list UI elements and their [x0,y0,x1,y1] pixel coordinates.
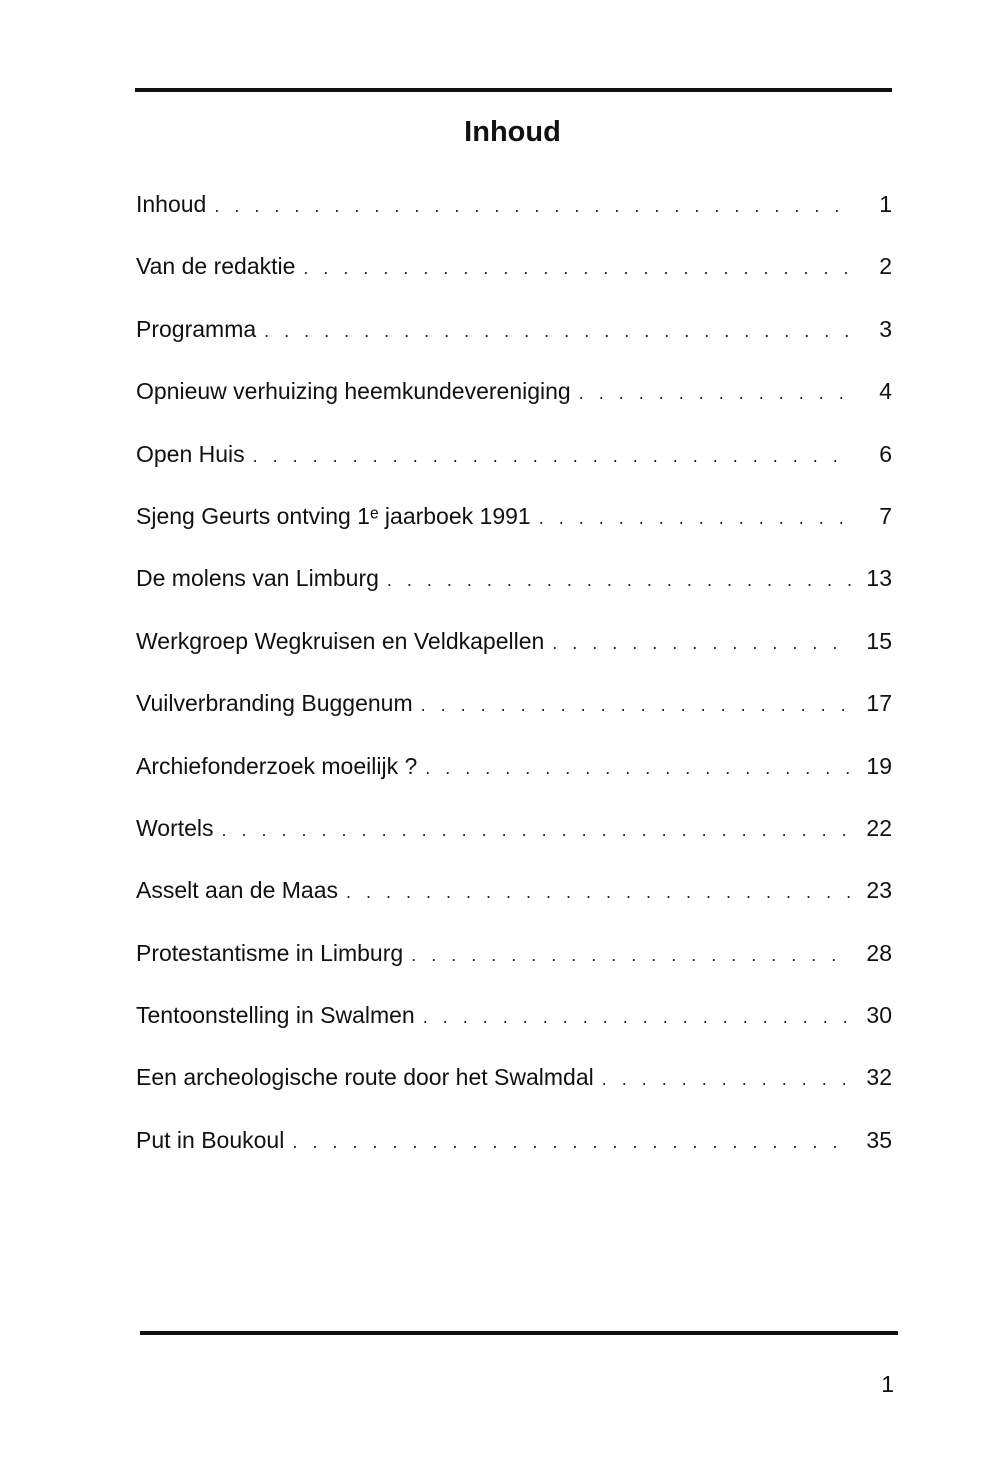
toc-entry-page: 7 [879,502,892,529]
toc-entry-title: Inhoud [136,191,207,217]
dot-leader [579,369,852,417]
toc-entry-page: 15 [866,627,892,654]
toc-entry [136,305,892,367]
toc-entry-page: 3 [879,315,892,342]
toc-entry [136,242,892,304]
dot-leader [214,182,852,230]
toc-entry-page: 2 [879,253,892,280]
dot-leader [303,244,852,292]
toc-entry-title: Open Huis [136,440,245,467]
toc-entry-page: 35 [866,1126,892,1153]
toc-entry-page: 19 [866,752,892,779]
toc-entry [136,991,892,1053]
toc-entry [136,367,892,429]
toc-entry-title: Werkgroep Wegkruisen en Veldkapellen [136,627,545,654]
toc-entry [136,1053,892,1115]
toc-entry-title: Van de redaktie [136,253,296,280]
toc-entry [136,929,892,991]
toc-entry-title: Sjeng Geurts ontving 1ᵉ jaarboek 1991 [136,502,531,529]
toc-entry-title: Put in Boukoul [136,1126,285,1153]
toc-entry [136,492,892,554]
bottom-rule [140,1331,898,1335]
dot-leader [264,307,852,355]
page-title: Inhoud [464,116,561,148]
toc-entry-page: 4 [879,378,892,405]
dot-leader [346,868,852,916]
toc-entry [136,1116,892,1178]
dot-leader [387,556,852,604]
toc-entry-title: Asselt aan de Maas [136,877,339,904]
dot-leader [292,1118,852,1166]
top-rule [135,88,892,92]
toc-entry [136,742,892,804]
dot-leader [421,681,852,729]
toc-entry-page: 30 [866,1002,892,1029]
toc-entry [136,430,892,492]
dot-leader [253,432,852,480]
toc-entry-page: 23 [866,877,892,904]
toc-entry-page: 1 [879,191,892,217]
toc-entry-title: De molens van Limburg [136,565,379,592]
dot-leader [602,1055,852,1103]
toc-entry-title: Vuilverbranding Buggenum [136,690,413,717]
toc-entry [136,866,892,928]
dot-leader [423,993,852,1041]
dot-leader [411,931,852,979]
toc-entry-page: 32 [866,1064,892,1091]
toc-entry-title: Programma [136,315,257,342]
toc-entry-page: 28 [866,939,892,966]
toc-entry [136,180,892,242]
table-of-contents [136,180,892,1178]
dot-leader [425,744,852,792]
toc-entry-page: 6 [879,440,892,467]
page-number: 1 [881,1371,894,1397]
toc-entry-page: 17 [866,690,892,717]
toc-entry-title: Tentoonstelling in Swalmen [136,1002,415,1029]
dot-leader [539,494,852,542]
toc-entry [136,617,892,679]
dot-leader [222,806,852,854]
toc-entry [136,679,892,741]
toc-entry-title: Wortels [136,814,214,841]
toc-entry-title: Opnieuw verhuizing heemkundevereniging [136,378,571,405]
toc-entry-title: Archiefonderzoek moeilijk ? [136,752,418,779]
toc-entry [136,804,892,866]
dot-leader [552,619,852,667]
toc-entry-title: Protestantisme in Limburg [136,939,404,966]
toc-entry [136,554,892,616]
toc-entry-page: 13 [866,565,892,592]
toc-entry-page: 22 [866,814,892,841]
toc-entry-title: Een archeologische route door het Swalmdal [136,1064,594,1091]
